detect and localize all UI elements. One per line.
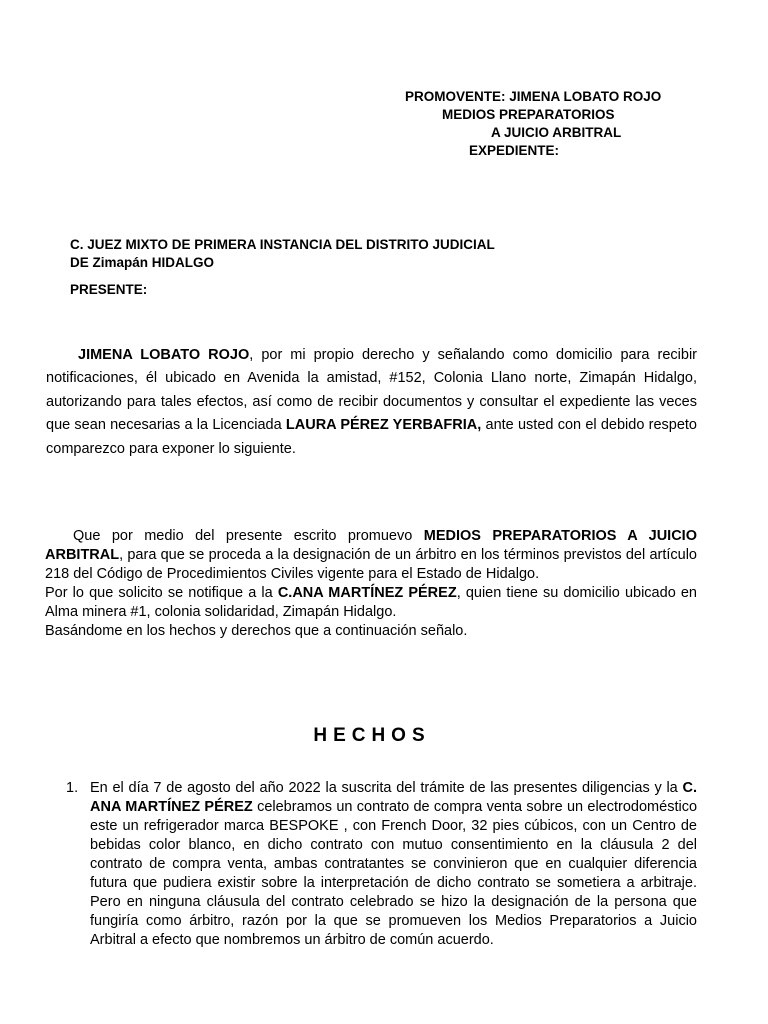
fact-bold-name: C. ANA MARTÍNEZ PÉREZ [90, 780, 697, 815]
facts-list [66, 779, 697, 950]
request-text-1: Que por medio del presente escrito promuevo [73, 528, 424, 544]
section-title: HECHOS [313, 725, 431, 746]
notify-text-1: Por lo que solicito se notifique a la [45, 585, 278, 601]
notify-text-2: , quien tiene su domicilio ubicado en Alma minera #1, colonia solidaridad, Zimapán Hidalgo. [45, 585, 698, 620]
procedure-line-2: A JUICIO ARBITRAL [491, 125, 622, 140]
request-text-2: , para que se proceda a la designación de un árbitro en los términos previstos del artículo 218 del Código de Procedimientos Civiles vigente para el Estado de Hidalgo. [45, 547, 697, 582]
expediente-line: EXPEDIENTE: [469, 143, 560, 158]
list-item [66, 779, 697, 950]
presente-label: PRESENTE: [70, 282, 148, 297]
notify-paragraph [45, 584, 697, 622]
list-item-text [90, 779, 697, 950]
promovente-name: JIMENA LOBATO ROJO [78, 347, 250, 363]
request-section [45, 527, 697, 641]
addressee-line-2: DE Zimapán HIDALGO [70, 255, 215, 270]
procedure-line: MEDIOS PREPARATORIOS [442, 107, 615, 122]
request-bold: MEDIOS PREPARATORIOS A JUICIO ARBITRAL [45, 528, 697, 563]
request-paragraph [45, 527, 697, 584]
basis-paragraph: Basándome en los hechos y derechos que a continuación señalo. [45, 623, 468, 639]
list-item-number: 1. [66, 780, 79, 796]
intro-text-2: ante usted con el debido respeto comparezco para exponer lo siguiente. [46, 417, 697, 457]
addressee [70, 236, 495, 272]
fact-text-2: celebramos un contrato de compra venta sobre un electrodoméstico este un refrigerador marca BESPOKE , con French Door, 32 pies cúbicos, con un Centro de bebidas color blanco, en dicho contrato con mutuo consentimiento en la cláusula 2 del contrato de compra venta, ambas contratantes se convinieron que en cualquier diferencia futura que pudiera existir sobre la interpretación de dicho contrato se sometiera a arbitraje. Pero en ninguna cláusula del contrato celebrado se hizo la designación de la persona que fungiría como árbitro, razón por la que se promueven los Medios Preparatorios a Juicio Arbitral a efecto que nombremos un árbitro de común acuerdo. [90, 799, 698, 948]
defendant-name: C.ANA MARTÍNEZ PÉREZ [277, 585, 457, 601]
promovente-line: PROMOVENTE: JIMENA LOBATO ROJO [405, 89, 662, 104]
addressee-line-1: C. JUEZ MIXTO DE PRIMERA INSTANCIA DEL DISTRITO JUDICIAL [70, 237, 495, 252]
intro-text-1: , por mi propio derecho y señalando como domicilio para recibir notificaciones, él ubicado en Avenida la amistad, #152, Colonia Llano norte, Zimapán Hidalgo, autorizando para tales efectos, así como de recibir documentos y consultar el expediente las veces que sean necesarias a la Licenciada [46, 347, 697, 434]
intro-paragraph [46, 344, 697, 461]
fact-text-1: En el día 7 de agosto del año 2022 la suscrita del trámite de las presentes diligencias y la [90, 780, 683, 796]
lawyer-name: LAURA PÉREZ YERBAFRIA, [285, 417, 482, 434]
